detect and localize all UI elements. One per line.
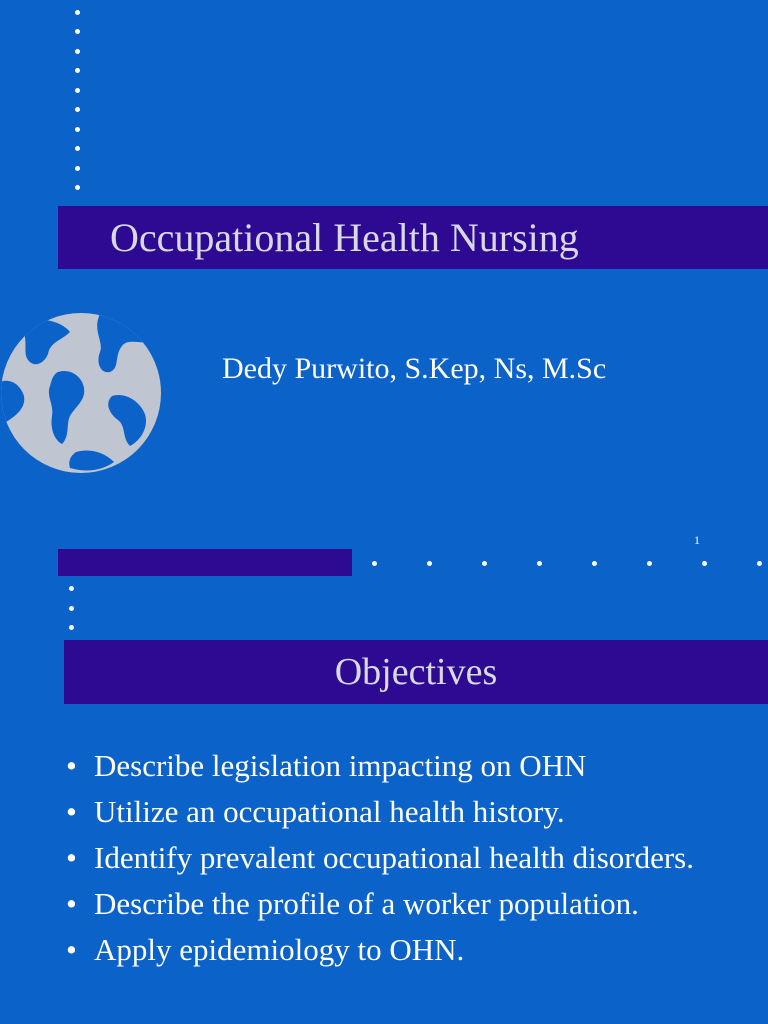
bullet-icon: • — [66, 932, 77, 967]
objectives-list — [60, 746, 750, 976]
slide-title-bar — [58, 206, 768, 269]
slide-title: Occupational Health Nursing — [110, 215, 579, 260]
list-item — [60, 930, 750, 970]
dot — [75, 10, 80, 15]
dot — [75, 88, 80, 93]
dot — [69, 606, 74, 611]
decorative-dots-vertical-bottom — [68, 586, 74, 630]
list-item-text: Utilize an occupational health history. — [94, 794, 565, 829]
globe-icon — [0, 312, 162, 474]
list-item-text: Apply epidemiology to OHN. — [94, 932, 465, 967]
dot — [75, 29, 80, 34]
decorative-dots-horizontal — [372, 561, 762, 566]
dot — [702, 561, 707, 566]
page-number: 1 — [694, 533, 700, 547]
author-name: Dedy Purwito, S.Kep, Ns, M.Sc — [222, 352, 607, 385]
dot — [75, 107, 80, 112]
dot — [592, 561, 597, 566]
list-item-text: Describe legislation impacting on OHN — [94, 748, 587, 783]
dot — [757, 561, 762, 566]
dot — [537, 561, 542, 566]
decorative-bar — [58, 549, 352, 576]
decorative-dots-vertical-top — [74, 10, 80, 190]
dot — [482, 561, 487, 566]
objectives-title-bar — [64, 640, 768, 704]
dot — [75, 185, 80, 190]
bullet-icon: • — [66, 748, 77, 783]
dot — [647, 561, 652, 566]
dot — [75, 68, 80, 73]
list-item-text: Describe the profile of a worker population. — [94, 886, 639, 921]
list-item — [60, 884, 750, 924]
dot — [75, 49, 80, 54]
dot — [372, 561, 377, 566]
dot — [75, 146, 80, 151]
list-item — [60, 746, 750, 786]
bullet-icon: • — [66, 794, 77, 829]
dot — [427, 561, 432, 566]
dot — [69, 625, 74, 630]
objectives-title: Objectives — [334, 651, 498, 693]
list-item — [60, 792, 750, 832]
list-item — [60, 838, 750, 878]
bullet-icon: • — [66, 840, 77, 875]
list-item-text: Identify prevalent occupational health disorders. — [94, 840, 694, 875]
dot — [75, 127, 80, 132]
dot — [75, 166, 80, 171]
bullet-icon: • — [66, 886, 77, 921]
dot — [69, 586, 74, 591]
